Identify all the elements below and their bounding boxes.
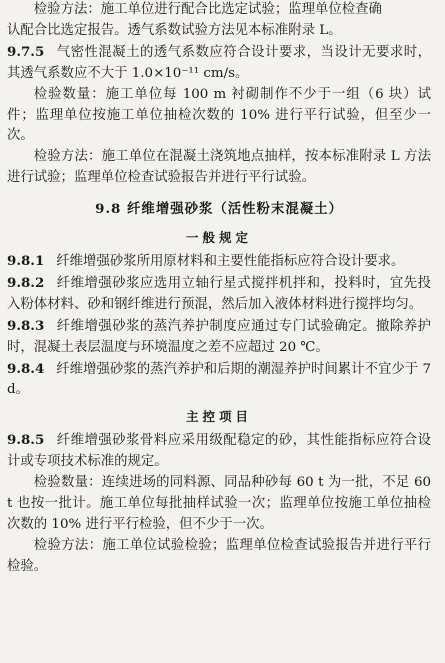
clause-text: 纤维增强砂浆所用原材料和主要性能指标应符合设计要求。 [56, 253, 405, 269]
clause-number: 9.8.3 [7, 317, 45, 334]
clause-9-8-5 [7, 430, 431, 473]
clause-number: 9.8.1 [7, 252, 45, 269]
general-provisions-heading: 一般规定 [185, 230, 252, 246]
clause-number: 9.8.5 [7, 432, 45, 449]
clause-text: 纤维增强砂浆的蒸汽养护和后期的潮湿养护时间累计不宜少于 7 d。 [7, 361, 431, 398]
text-line: 认配合比选定报告。透气系数试验方法见本标准附录 L。 [7, 22, 342, 38]
text-line: 检验方法：施工单位进行配合比选定试验；监理单位检查确 [33, 2, 382, 17]
clause-number: 9.8.2 [7, 274, 45, 291]
clause-text: 纤维增强砂浆应选用立轴行星式搅拌机拌和，投料时，宜先投入粉体材料、砂和钢纤维进行预混，然后加入液体材料进行搅拌均匀。 [7, 275, 431, 312]
section-title: 9.8 纤维增强砂浆（活性粉末混凝土） [95, 201, 343, 218]
clause-text: 气密性混凝土的透气系数应符合设计要求，当设计无要求时，其透气系数应不大于 1.0×10⁻¹¹ cm/s。 [7, 44, 431, 81]
check-quantity: 检验数量：连续进场的同料源、同品种砂每 60 t 为一批，不足 60 t 也按一批计。施工单位每批抽样试验一次；监理单位按施工单位抽检次数的 10% 进行平行检验，但不少于一次。 [7, 475, 431, 532]
clause-9-8-4 [7, 359, 431, 402]
check-method: 检验方法：施工单位试验检验；监理单位检查试验报告并进行平行检验。 [7, 537, 431, 574]
clause-number: 9.7.5 [7, 43, 45, 60]
clause-text: 纤维增强砂浆的蒸汽养护制度应通过专门试验确定。撤除养护时，混凝土表层温度与环境温度之差不应超过 20 ℃。 [7, 318, 431, 355]
clause-9-8-2 [7, 273, 431, 316]
clause-9-8-3 [7, 316, 431, 359]
check-method: 检验方法：施工单位在混凝土浇筑地点抽样，按本标准附录 L 方法进行试验；监理单位检查试验报告并进行平行试验。 [7, 149, 431, 186]
clause-text: 纤维增强砂浆骨料应采用级配稳定的砂，其性能指标应符合设计或专项技术标准的规定。 [7, 433, 431, 470]
clause-9-7-5 [7, 42, 431, 85]
clause-number: 9.8.4 [7, 360, 45, 377]
clause-9-8-1 [7, 251, 431, 273]
check-quantity: 检验数量：施工单位每 100 m 衬砌制作不少于一组（6 块）试件；监理单位按施工单位抽检次数的 10% 进行平行试验，但至少一次。 [7, 86, 431, 144]
main-control-heading: 主控项目 [185, 409, 252, 425]
